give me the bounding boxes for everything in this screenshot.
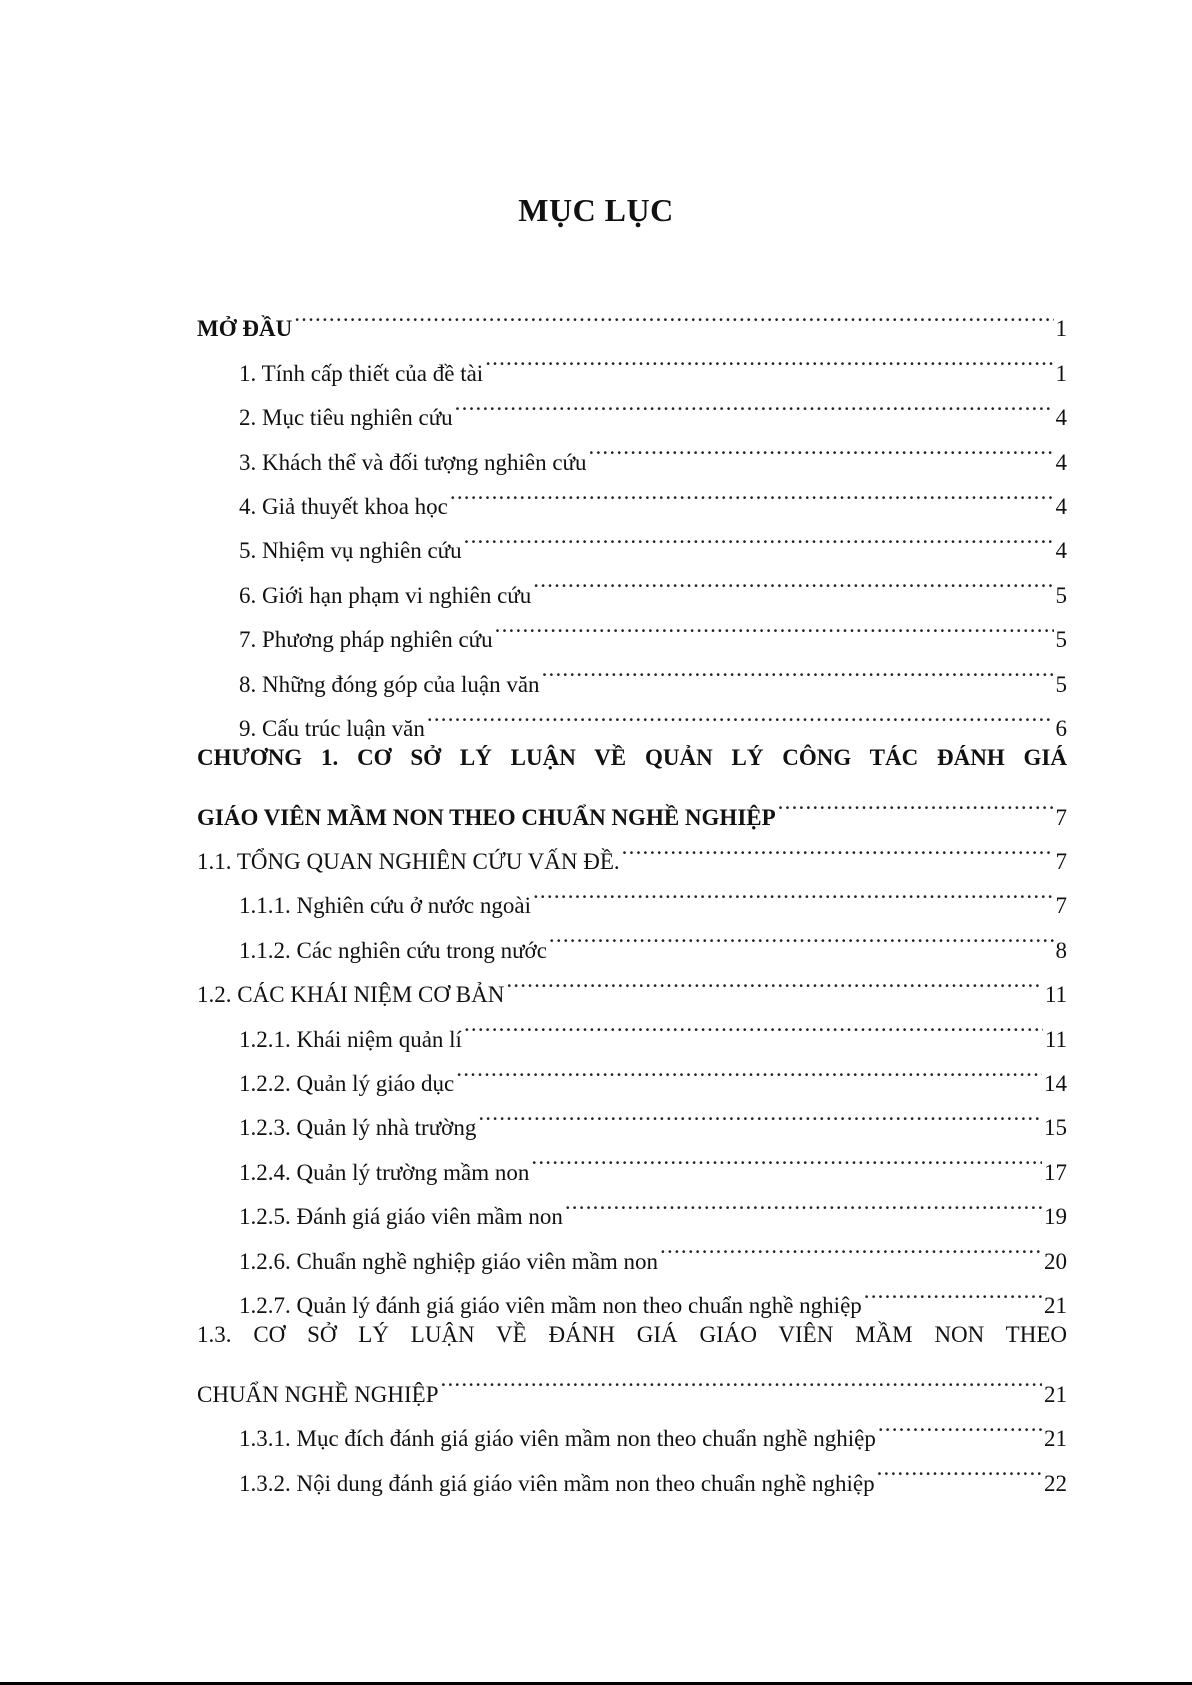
toc-leader-dots [533,558,1053,602]
toc-leader-dots [294,292,1053,336]
toc-section-heading-line1[interactable] [197,1313,1067,1357]
toc-entry-page: 17 [1044,1159,1067,1185]
toc-entry[interactable] [197,381,1067,431]
toc-entry[interactable] [197,1180,1067,1230]
toc-entry[interactable] [197,692,1067,741]
toc-chapter-heading-line1[interactable] [197,736,1067,780]
toc-leader-dots [778,780,1054,824]
toc-leader-dots [495,603,1054,647]
toc-entry-page: 5 [1055,627,1067,653]
toc-leader-dots [542,647,1054,691]
toc-entry[interactable] [197,1047,1067,1097]
toc-entry-page: 1 [1055,360,1067,386]
toc-entry-page: 14 [1044,1071,1067,1097]
toc-leader-dots [450,470,1054,514]
page-title: MỤC LỤC [518,192,674,228]
toc-entry-title-line1: 1.3. CƠ SỞ LÝ LUẬN VỀ ĐÁNH GIÁ GIÁO VIÊN MẦM NON THEO [197,1321,1067,1347]
toc-entry-page: 22 [1044,1470,1067,1496]
toc-entry[interactable] [197,470,1067,519]
toc-leader-dots [427,692,1054,736]
toc-entry-title: MỞ ĐẦU [197,316,293,342]
toc-entry-title: 1.2.2. Quản lý giáo dục [239,1071,455,1097]
toc-entry-page: 6 [1055,715,1067,741]
toc-entry-title: 1.2.1. Khái niệm quản lí [239,1026,462,1052]
toc-entry-title: 1.2. CÁC KHÁI NIỆM CƠ BẢN [197,982,505,1008]
toc-entry-title: CHUẨN NGHỀ NGHIỆP [197,1381,439,1407]
toc-entry[interactable] [197,780,1067,830]
toc-entry[interactable] [197,1446,1067,1496]
toc-entry-title: 1.1.2. Các nghiên cứu trong nước [239,937,547,963]
toc-entry-page: 21 [1044,1426,1067,1452]
toc-entry-title: GIÁO VIÊN MẦM NON THEO CHUẨN NGHỀ NGHIỆP [197,804,776,830]
toc-entry-title: 1.2.4. Quản lý trường mầm non [239,1159,530,1185]
toc-entry[interactable] [197,514,1067,564]
toc-entry[interactable] [197,1091,1067,1141]
toc-entry-title: 6. Giới hạn phạm vi nghiên cứu [239,582,532,608]
toc-leader-dots [441,1357,1043,1401]
toc-entry-page: 1 [1055,316,1067,342]
toc-entry[interactable] [197,558,1067,608]
toc-entry-page: 5 [1055,671,1067,697]
toc-entry-page: 4 [1055,493,1067,519]
toc-entry[interactable] [197,1002,1067,1052]
toc-leader-dots [464,1002,1043,1046]
toc-entry-title: 3. Khách thể và đối tượng nghiên cứu [239,449,587,475]
toc-entry-page: 4 [1055,405,1067,431]
toc-leader-dots [864,1269,1042,1313]
toc-entry-title: 1.1.1. Nghiên cứu ở nước ngoài [239,893,531,919]
toc-entry-page: 11 [1044,982,1067,1008]
toc-entry-title-line1: CHƯƠNG 1. CƠ SỞ LÝ LUẬN VỀ QUẢN LÝ CÔNG TÁC ĐÁNH GIÁ [197,744,1067,770]
toc-entry[interactable] [197,1224,1067,1274]
toc-entry-title: 1.2.7. Quản lý đánh giá giáo viên mầm non theo chuẩn nghề nghiệp [239,1292,862,1318]
toc-entry-title: 7. Phương pháp nghiên cứu [239,627,493,653]
toc-leader-dots [506,958,1043,1002]
toc-entry-page: 8 [1055,937,1067,963]
toc-leader-dots [877,1446,1042,1490]
toc-entry-title: 1.1. TỔNG QUAN NGHIÊN CỨU VẤN ĐỀ. [197,849,620,875]
toc-entry-title: 5. Nhiệm vụ nghiên cứu [239,538,462,564]
toc-entry-title: 1.2.5. Đánh giá giáo viên mầm non [239,1204,563,1230]
toc-entry-title: 1.2.3. Quản lý nhà trường [239,1115,477,1141]
toc-leader-dots [589,425,1054,469]
toc-leader-dots [456,1047,1042,1091]
toc-entry-title: 1.2.6. Chuẩn nghề nghiệp giáo viên mầm non [239,1248,659,1274]
toc-entry[interactable] [197,603,1067,653]
toc-entry[interactable] [197,958,1067,1008]
toc-entry-page: 7 [1055,804,1067,830]
toc-entry-page: 4 [1055,538,1067,564]
toc-entry-page: 21 [1044,1292,1067,1318]
toc-entry-page: 4 [1055,449,1067,475]
toc-entry[interactable] [197,336,1067,386]
toc-entry-page: 5 [1055,582,1067,608]
toc-entry-page: 7 [1055,893,1067,919]
toc-entry[interactable] [197,913,1067,963]
toc-entry[interactable] [197,825,1067,875]
toc-entry-page: 11 [1044,1026,1067,1052]
toc-entry-title: 1.3.1. Mục đích đánh giá giáo viên mầm non theo chuẩn nghề nghiệp [239,1426,876,1452]
toc-entry[interactable] [197,425,1067,475]
toc-entry-page: 15 [1044,1115,1067,1141]
toc-entry-title: 8. Những đóng góp của luận văn [239,671,540,697]
toc-leader-dots [533,869,1054,913]
toc-entry-page: 21 [1044,1381,1067,1407]
toc-leader-dots [455,381,1054,425]
toc-entry-page: 7 [1055,849,1067,875]
toc-entry[interactable] [197,1269,1067,1318]
toc-entry-page: 20 [1044,1248,1067,1274]
toc-leader-dots [485,336,1053,380]
toc-leader-dots [549,913,1054,957]
toc-entry[interactable] [197,647,1067,697]
toc-entry-page: 19 [1044,1204,1067,1230]
toc-leader-dots [464,514,1054,558]
toc-leader-dots [878,1402,1042,1446]
table-of-contents [197,292,1067,1496]
toc-entry-title: 1.3.2. Nội dung đánh giá giáo viên mầm non theo chuẩn nghề nghiệp [239,1470,875,1496]
toc-leader-dots [565,1180,1042,1224]
toc-leader-dots [478,1091,1042,1135]
toc-leader-dots [531,1135,1042,1179]
toc-entry-title: 9. Cấu trúc luận văn [239,715,425,741]
toc-entry[interactable] [197,1357,1067,1407]
toc-leader-dots [660,1224,1042,1268]
toc-entry[interactable] [197,292,1067,342]
toc-entry[interactable] [197,869,1067,919]
toc-entry[interactable] [197,1402,1067,1452]
toc-leader-dots [622,825,1054,869]
toc-entry[interactable] [197,1135,1067,1185]
toc-entry-title: 4. Giả thuyết khoa học [239,493,448,519]
toc-entry-title: 2. Mục tiêu nghiên cứu [239,405,453,431]
toc-entry-title: 1. Tính cấp thiết của đề tài [239,360,484,386]
